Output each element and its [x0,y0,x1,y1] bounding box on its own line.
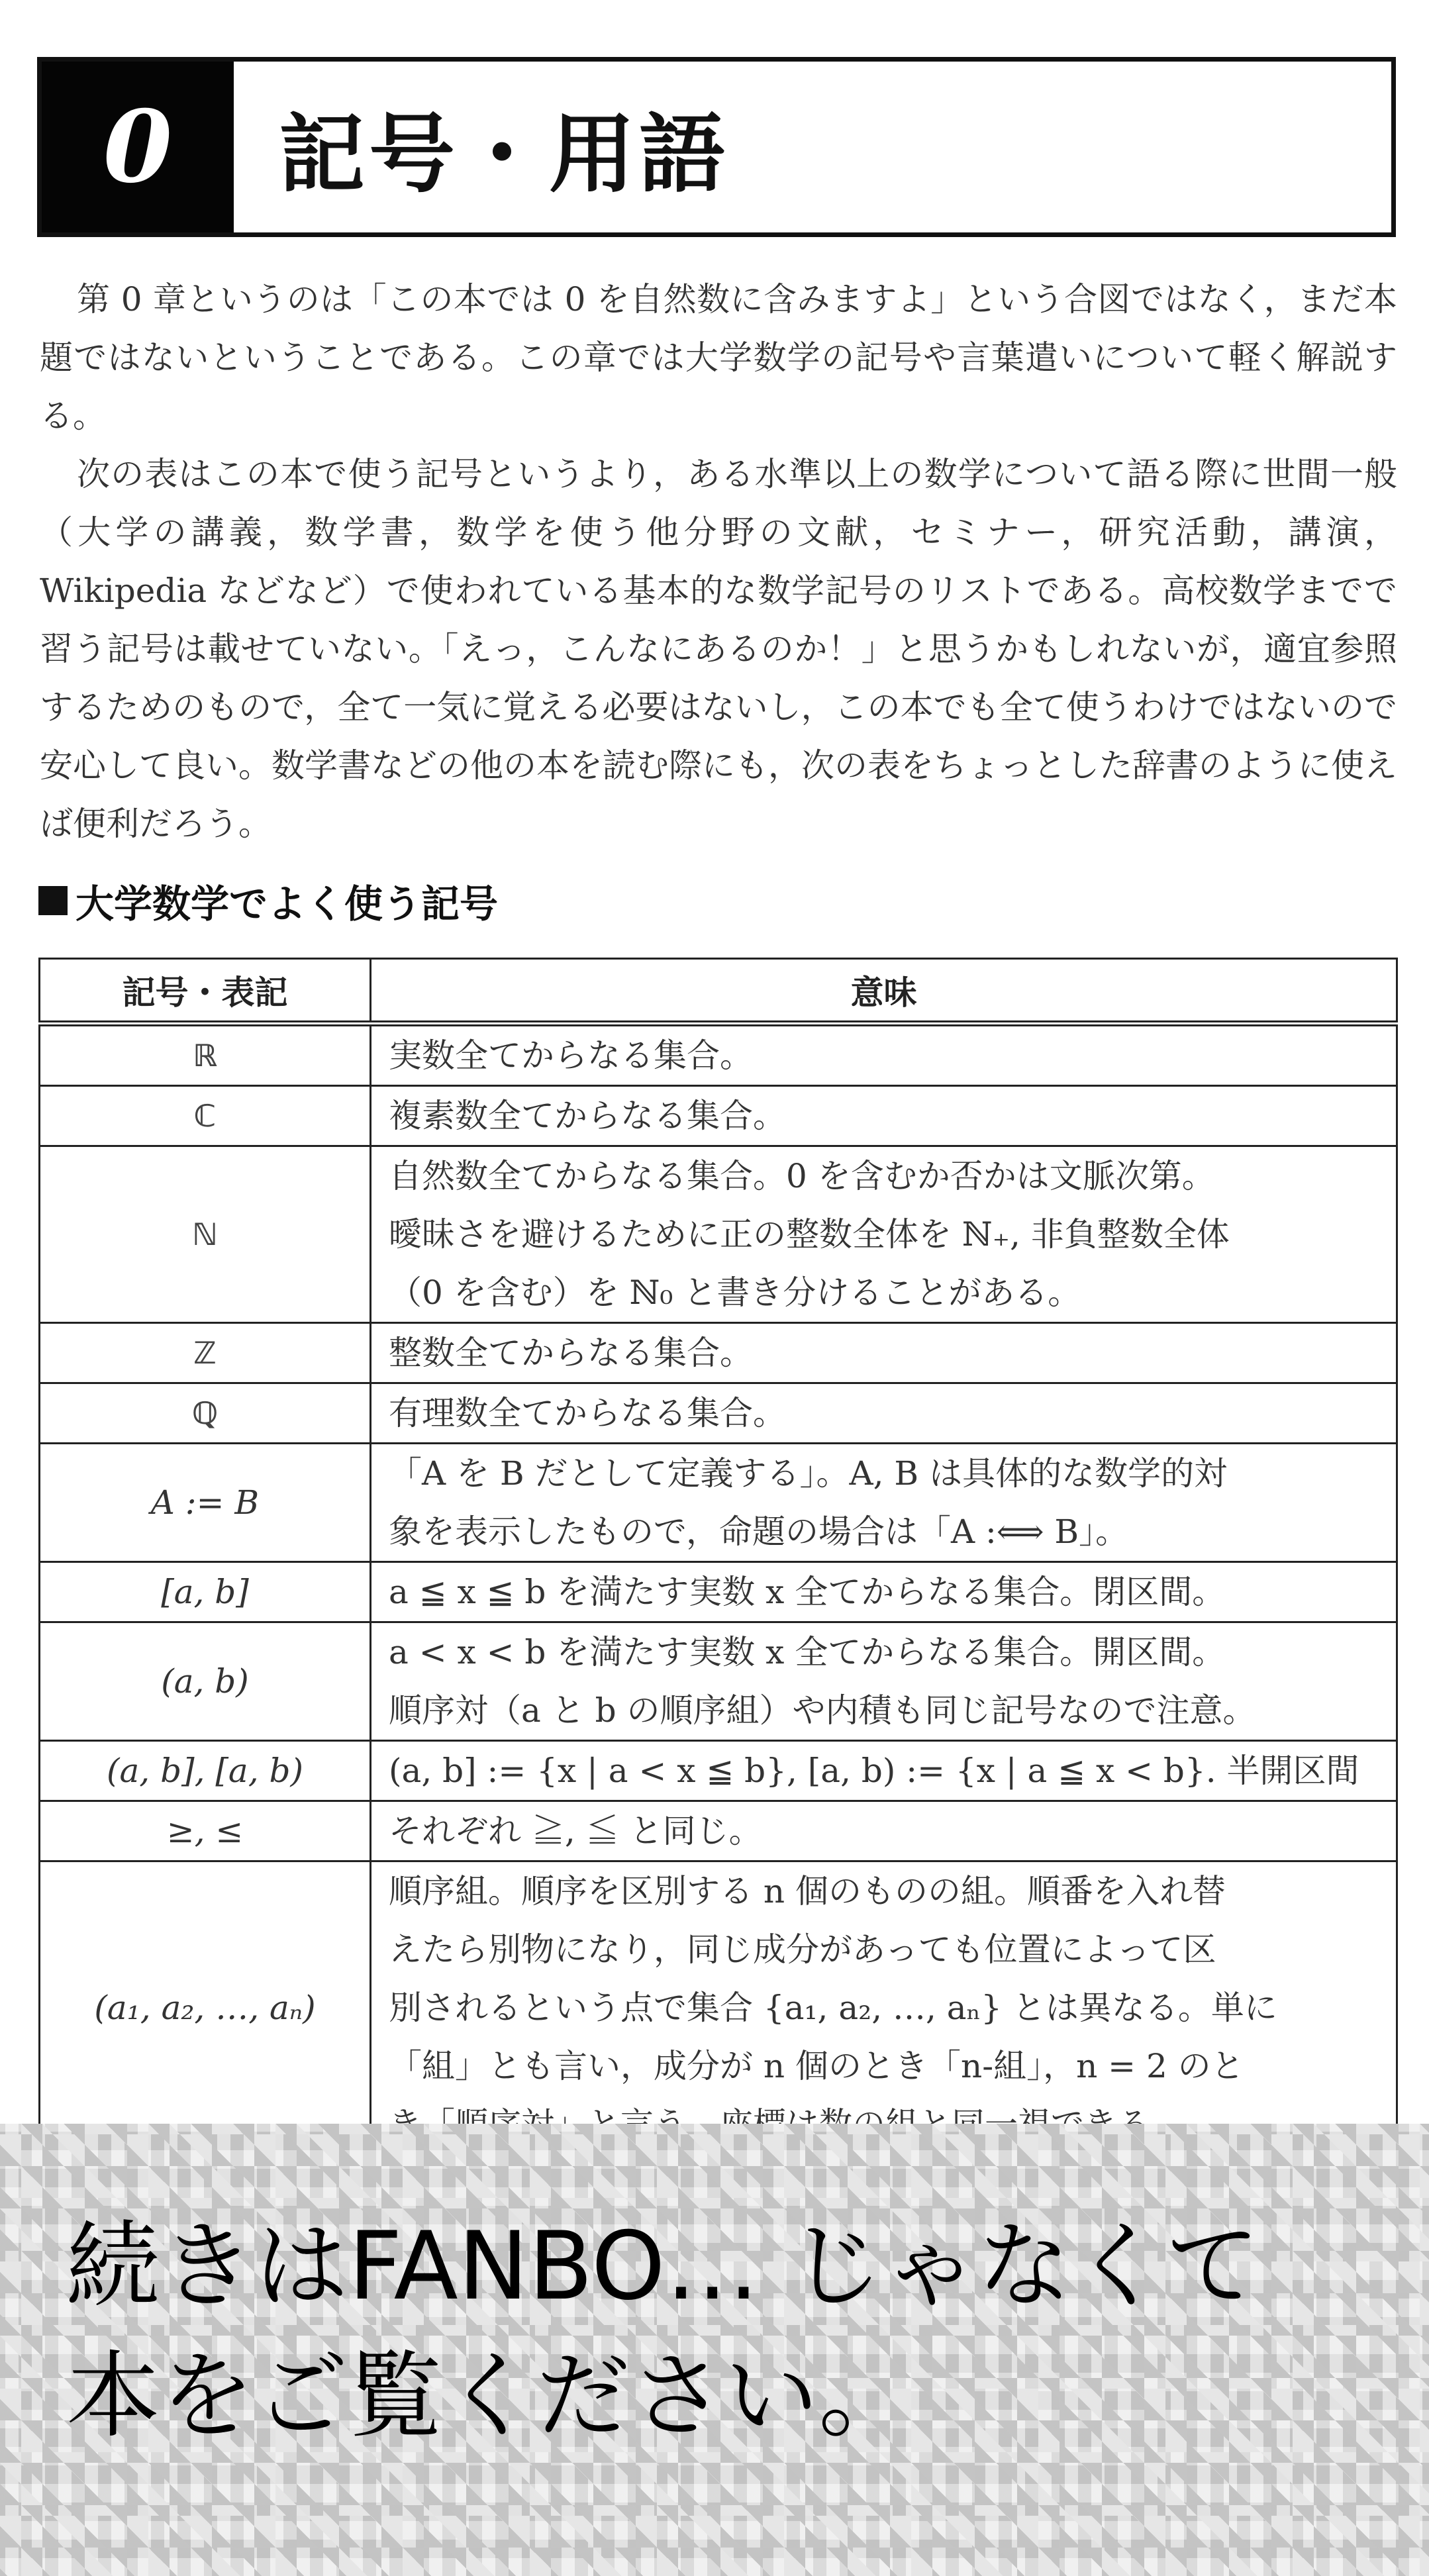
symbol-cell: ℚ [40,1383,371,1444]
table-row [40,1741,1397,1801]
table-row [40,1801,1397,1861]
chapter-title: 記号・用語 [279,103,730,205]
black-square-icon [38,886,68,915]
table-row [40,1323,1397,1383]
intro-text [40,270,1397,853]
chapter-number-box [42,62,234,232]
table-row [40,1861,1397,2155]
section-heading [38,873,498,928]
table-row [40,1622,1397,1741]
chapter-header [37,57,1396,237]
meaning-cell: 順序組。順序を区別する n 個のものの組。順番を入れ替 えたら別物になり，同じ成分があっても位置によって区 別されるという点で集合 {a₁, a₂, …, aₙ} とは異なる。単に 「組」とも言い，成分が n 個のとき「n-組」，n = 2 のと [371,1861,1397,2155]
table-row [40,1086,1397,1146]
symbol-cell: (a, b], [a, b) [40,1741,371,1801]
table-row [40,1444,1397,1562]
symbol-cell: ℝ [40,1024,371,1086]
overlay-caption: 続きはFANBO… じゃなくて 本をご覧ください。 [66,2212,1259,2451]
meaning-cell: 整数全てからなる集合。 [371,1323,1397,1383]
meaning-cell: a ≦ x ≦ b を満たす実数 x 全てからなる集合。閉区間。 [371,1562,1397,1622]
symbol-table [38,958,1398,2155]
chapter-number: 0 [103,89,173,205]
meaning-cell: 有理数全てからなる集合。 [371,1383,1397,1444]
table-header-row [40,959,1397,1024]
symbol-cell: ℂ [40,1086,371,1146]
meaning-cell: 「A を B だとして定義する」。A, B は具体的な数学的対 象を表示したもので，命題の場合は「A :⟺ B」。 [371,1444,1397,1562]
meaning-cell: 自然数全てからなる集合。0 を含むか否かは文脈次第。 曖昧さを避けるために正の整数全体を ℕ₊, 非負整数全体 （0 を含む）を ℕ₀ と書き分けることがある。 [371,1146,1397,1323]
symbol-cell: (a, b) [40,1622,371,1741]
symbol-cell: (a₁, a₂, …, aₙ) [40,1861,371,2155]
symbol-cell: ≥, ≤ [40,1801,371,1861]
table-row [40,1383,1397,1444]
header-meaning: 意味 [371,959,1397,1024]
symbol-cell: [a, b] [40,1562,371,1622]
symbol-cell: ℕ [40,1146,371,1323]
meaning-cell: 実数全てからなる集合。 [371,1024,1397,1086]
table-row [40,1024,1397,1086]
table-row [40,1562,1397,1622]
symbol-cell: ℤ [40,1323,371,1383]
symbol-cell: A := B [40,1444,371,1562]
meaning-cell: a < x < b を満たす実数 x 全てからなる集合。開区間。 順序対（a と b の順序組）や内積も同じ記号なので注意。 [371,1622,1397,1741]
meaning-cell: 複素数全てからなる集合。 [371,1086,1397,1146]
meaning-cell: (a, b] := {x | a < x ≦ b}, [a, b) := {x | a ≦ x < b}. 半開区間 [371,1741,1397,1801]
header-symbol: 記号・表記 [40,959,371,1024]
meaning-cell: それぞれ ≧, ≦ と同じ。 [371,1801,1397,1861]
intro-paragraph: 次の表はこの本で使う記号というより，ある水準以上の数学について語る際に世間一般（大学の講義，数学書，数学を使う他分野の文献，セミナー，研究活動，講演，Wikipedia などなど）で使われている基本的な数学記号のリストである。高校数学までで習う記号は載せていない。「えっ，こんなにあるのか！」と思うかもしれないが，適宜参照するためのもので，全て一気に覚える必要はないし，この本でも全て使うわけではないので安心して良い。数学書などの他の本を読む際にも，次の表をちょっとした辞書のように使えば便利だろう。 [40,455,1397,843]
intro-paragraph: 第 0 章というのは「この本では 0 を自然数に含みますよ」という合図ではなく，まだ本題ではないということである。この章では大学数学の記号や言葉遣いについて軽く解説する。 [40,280,1397,435]
table-row [40,1146,1397,1323]
section-title: 大学数学でよく使う記号 [75,881,499,926]
